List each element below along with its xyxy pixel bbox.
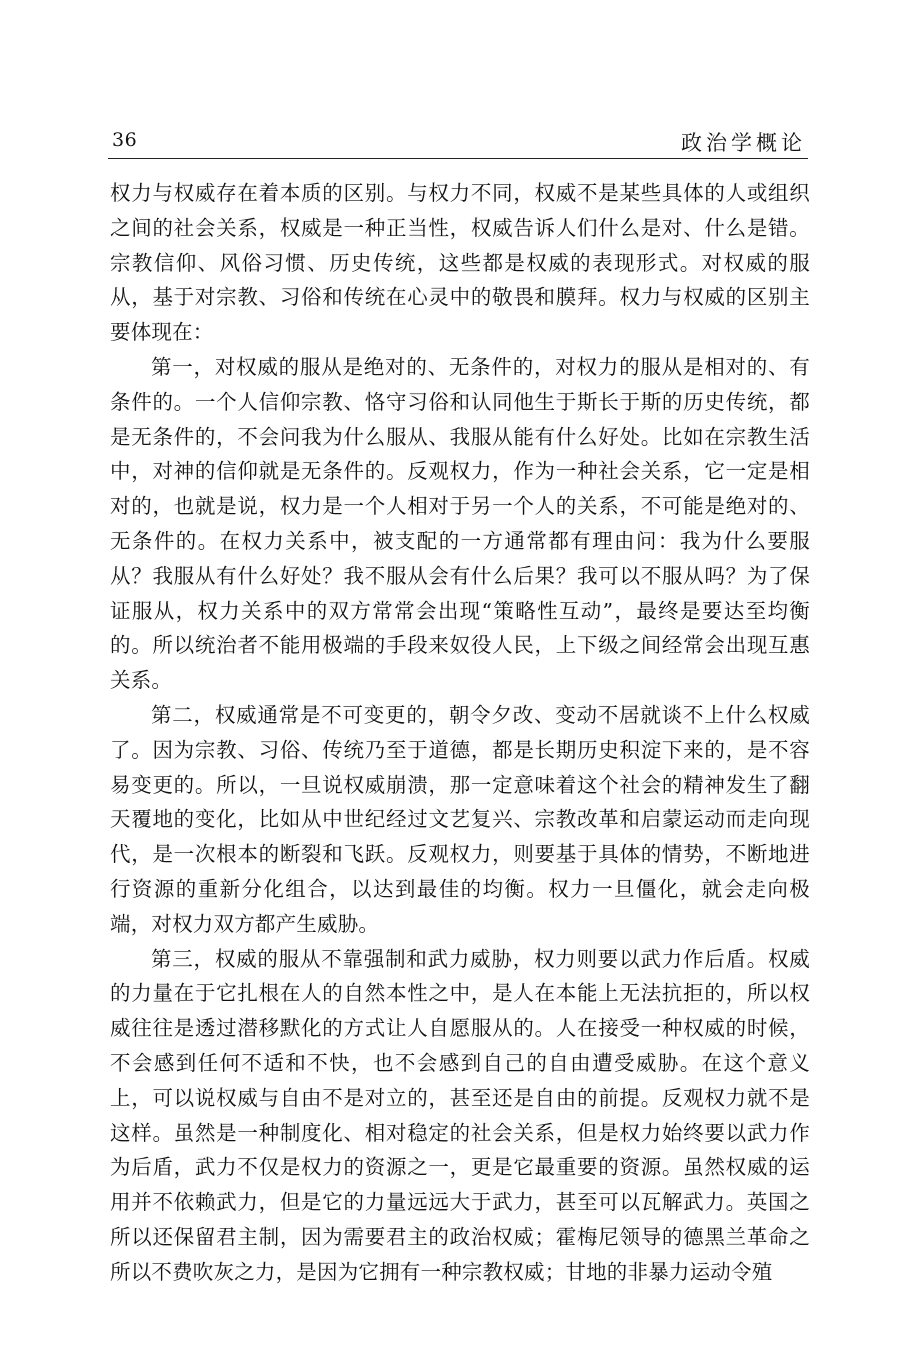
page-header [108, 122, 808, 158]
paragraph-first-point: 第一，对权威的服从是绝对的、无条件的，对权力的服从是相对的、有条件的。一个人信仰宗教、恪守习俗和认同他生于斯长于斯的历史传统，都是无条件的，不会问我为什么服从、我服从能有什么好处。比如在宗教生活中，对神的信仰就是无条件的。反观权力，作为一种社会关系，它一定是相对的，也就是说，权力是一个人相对于另一个人的关系，不可能是绝对的、无条件的。在权力关系中，被支配的一方通常都有理由问：我为什么要服从？我服从有什么好处？我不服从会有什么后果？我可以不服从吗？为了保证服从，权力关系中的双方常常会出现“策略性互动”，最终是要达至均衡的。所以统治者不能用极端的手段来奴役人民，上下级之间经常会出现互惠关系。 [110, 354, 810, 693]
page-number: 36 [112, 129, 138, 151]
running-head-title: 政治学概论 [681, 131, 806, 155]
paragraph-second-point: 第二，权威通常是不可变更的，朝令夕改、变动不居就谈不上什么权威了。因为宗教、习俗、传统乃至于道德，都是长期历史积淀下来的，是不容易变更的。所以，一旦说权威崩溃，那一定意味着这个社会的精神发生了翻天覆地的变化，比如从中世纪经过文艺复兴、宗教改革和启蒙运动而走向现代，是一次根本的断裂和飞跃。反观权力，则要基于具体的情势，不断地进行资源的重新分化组合，以达到最佳的均衡。权力一旦僵化，就会走向极端，对权力双方都产生威胁。 [110, 702, 810, 936]
header-rule [108, 158, 808, 159]
paragraph-third-point: 第三，权威的服从不靠强制和武力威胁，权力则要以武力作后盾。权威的力量在于它扎根在人的自然本性之中，是人在本能上无法抗拒的，所以权威往往是透过潜移默化的方式让人自愿服从的。人在接受一种权威的时候，不会感到任何不适和不快，也不会感到自己的自由遭受威胁。在这个意义上，可以说权威与自由不是对立的，甚至还是自由的前提。反观权力就不是这样。虽然是一种制度化、相对稳定的社会关系，但是权力始终要以武力作为后盾，武力不仅是权力的资源之一，更是它最重要的资源。虽然权威的运用并不依赖武力，但是它的力量远远大于武力，甚至可以瓦解武力。英国之所以还保留君主制，因为需要君主的政治权威；霍梅尼领导的德黑兰革命之所以不费吹灰之力，是因为它拥有一种宗教权威；甘地的非暴力运动令殖 [110, 946, 810, 1284]
page-body [110, 176, 810, 1290]
paragraph-intro: 权力与权威存在着本质的区别。与权力不同，权威不是某些具体的人或组织之间的社会关系，权威是一种正当性，权威告诉人们什么是对、什么是错。宗教信仰、风俗习惯、历史传统，这些都是权威的表现形式。对权威的服从，基于对宗教、习俗和传统在心灵中的敬畏和膜拜。权力与权威的区别主要体现在： [110, 181, 810, 345]
